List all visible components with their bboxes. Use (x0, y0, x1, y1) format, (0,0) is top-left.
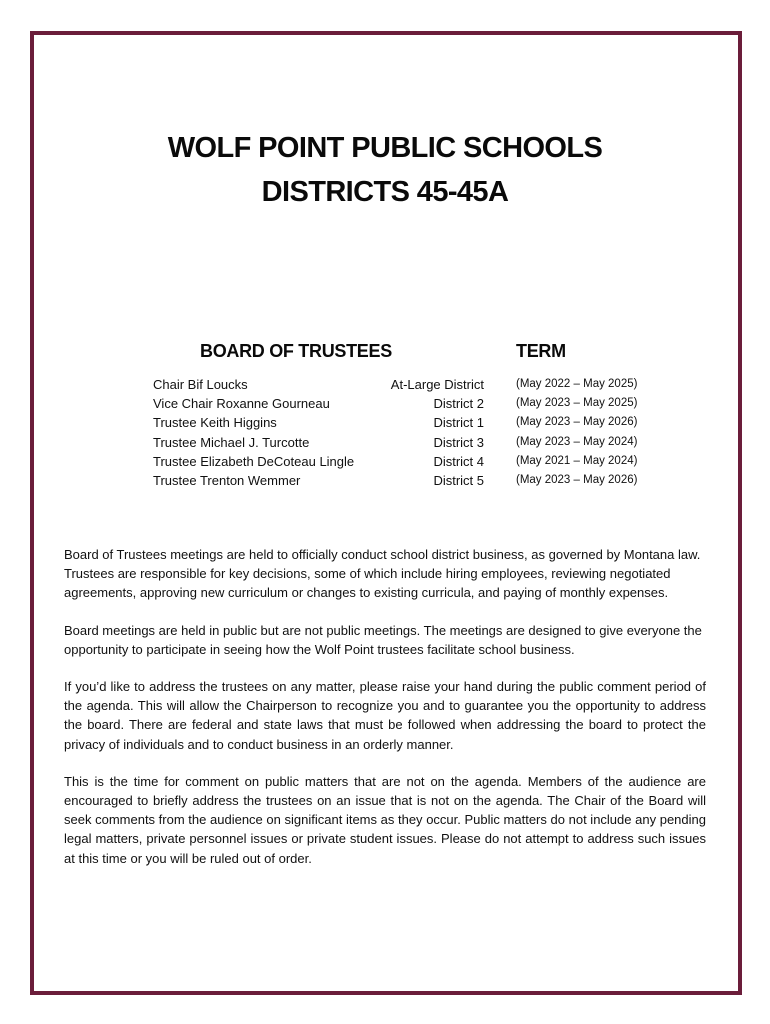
trustee-name: Trustee Michael J. Turcotte (153, 434, 310, 450)
page-title-line-2: DISTRICTS 45-45A (261, 176, 509, 208)
board-of-trustees-heading: BOARD OF TRUSTEES (200, 341, 392, 361)
trustee-term: (May 2023 – May 2025) (516, 397, 638, 410)
trustee-row (0, 377, 770, 396)
trustee-row (0, 473, 770, 492)
trustee-roster (0, 377, 770, 492)
trustee-district: District 2 (433, 396, 484, 412)
trustee-name: Vice Chair Roxanne Gourneau (153, 396, 330, 412)
trustee-row (0, 415, 770, 434)
page-title-line-1: WOLF POINT PUBLIC SCHOOLS (167, 132, 603, 164)
trustee-name: Trustee Keith Higgins (153, 415, 277, 431)
trustee-district: District 3 (433, 434, 484, 450)
trustee-district: At-Large District (390, 377, 484, 392)
trustee-name: Chair Bif Loucks (153, 377, 248, 392)
trustee-term: (May 2023 – May 2024) (516, 435, 638, 448)
paragraph-public-meetings: Board meetings are held in public but are not public meetings. The meetings are designed to give everyone the opportunity to participate in seeing how the Wolf Point trustees facilitate school business. (64, 622, 702, 657)
trustee-row (0, 435, 770, 454)
paragraph-meetings-purpose: Board of Trustees meetings are held to officially conduct school district business, as governed by Montana law. Trustees are responsible for key decisions, some of which include hiring employees, reviewing negotiated agreements, approving new curriculum or changes to existing curricula, and paying of monthly expenses. (64, 547, 701, 601)
trustee-name: Trustee Elizabeth DeCoteau Lingle (153, 453, 355, 469)
trustee-district: District 5 (433, 472, 484, 488)
trustee-row (0, 454, 770, 473)
paragraph-addressing-trustees: If you’d like to address the trustees on any matter, please raise your hand during the public comment period of the agenda. This will allow the Chairperson to recognize you and to guarantee you the opportunity to address the board. There are federal and state laws that must be followed when addressing the board to protect the privacy of individuals and to conduct business in an orderly manner. (64, 679, 706, 752)
paragraph-public-comment: This is the time for comment on public matters that are not on the agenda. Members of the audience are encouraged to briefly address the trustees on an issue that is not on the agenda. The Chair of the Board will seek comments from the audience on significant items as they occur. Public matters do not include any pending legal matters, private personnel issues or private student issues. Please do not attempt to address such issues at this time or you will be ruled out of order. (64, 773, 706, 866)
trustee-term: (May 2023 – May 2026) (516, 416, 638, 429)
trustee-term: (May 2021 – May 2024) (516, 454, 638, 467)
body-text (64, 545, 706, 886)
trustee-term: (May 2022 – May 2025) (516, 378, 638, 390)
trustee-term: (May 2023 – May 2026) (516, 473, 638, 486)
trustee-row (0, 396, 770, 415)
trustee-name: Trustee Trenton Wemmer (153, 472, 301, 488)
term-heading: TERM (516, 341, 566, 361)
trustee-district: District 1 (433, 415, 484, 431)
trustee-district: District 4 (433, 453, 484, 469)
